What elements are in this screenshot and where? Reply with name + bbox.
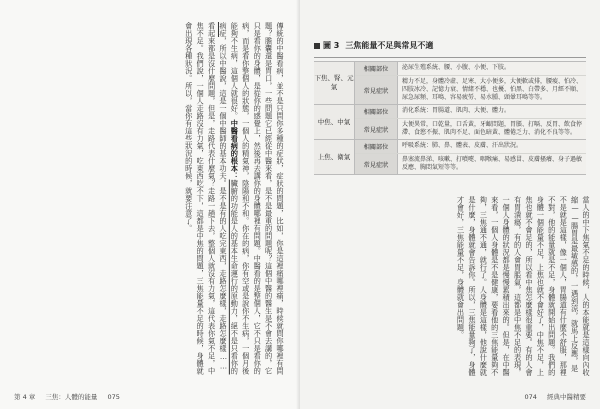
figure-number: 圖 3 — [314, 40, 339, 51]
right-page — [300, 0, 600, 409]
figure-table — [314, 61, 586, 175]
jiao-block — [314, 104, 586, 139]
jiao-row — [355, 62, 586, 76]
jiao-row-label: 常見症狀 — [355, 119, 398, 139]
jiao-row — [355, 140, 586, 154]
left-footer — [14, 392, 120, 401]
figure-title — [314, 40, 586, 51]
jiao-rows — [355, 140, 586, 174]
right-body-text — [310, 196, 592, 376]
left-body-segment: 這個中醫的醫生是不會去講的，它只是看你的身體，是從你的感覺上，然後再去講你的身體哪裡有問題。 — [253, 22, 274, 375]
left-body-segment: 我們說，一個人走路沒有力氣，吃東西吃不下，這都是中焦的問題，三焦能量不足的時候， — [196, 52, 206, 352]
left-body-segment: 身體就會出現各種狀況。所以，當你有這些狀況的時候，就要注意了。 — [184, 22, 206, 375]
jiao-row-label: 相關部位 — [355, 105, 398, 118]
left-footer-page: 075 — [107, 393, 120, 401]
right-footer — [525, 392, 587, 401]
jiao-row-value: 大便異常，口乾量，口舌黃，牙齦問題，胃脹、打嗝、反胃、飲食停滯、食慾不振、肌肉不足、面色暗黃、體倦乏力、消化不良等等。 — [398, 119, 586, 139]
left-body-segment: 臟腑的功能是人的基本生命運行的原動力，絕不是只看你的病症 — [218, 22, 240, 375]
jiao-row-value: 精力不足，身體冷虛、足寒、大小便多，大便軟或排，腰痠、怕冷、四肢冰冷、記憶力衰、情緒不穩、也擾、怕黑、白帶多、月經不順、尿急尿頻、耳鳴、容易疲勞、易水腫、頭暈耳鳴等等。 — [398, 76, 586, 104]
right-body-segment: 有的人會有胃潰瘍，有的人會胃脹氣，這都是中焦不足的表現，一個人身體的狀況都是慢慢累積出來的。 — [502, 196, 534, 376]
right-footer-title: 經典中醫精要 — [547, 393, 586, 401]
right-body-segment: 當人的中下焦氣不足的時候，人的本能就是這樣向內收縮——腸胃是最敏感的，一遇到涼，就馬上反應， — [570, 196, 591, 376]
jiao-row — [355, 105, 586, 119]
figure-rule — [314, 57, 586, 58]
jiao-rows — [355, 62, 586, 104]
left-body-segment: ，所以中醫說，這是一個中醫師的基本功夫。 — [218, 37, 228, 187]
left-body-segment: 中醫看的是整個人，它不只是看你的病，而是看你整個人的狀態，一個人的精氣神，陰陽和不和。 — [241, 22, 263, 375]
jiao-row-value: 消化系統：胃腸道、肌肉、大便、體力。 — [398, 105, 586, 118]
right-body-segment: 就行了。人身體是這樣，他說什麼就是什麼，身體就會告訴你。 — [467, 196, 489, 376]
left-footer-title: 三焦：人體的能量 — [45, 393, 98, 401]
jiao-name: 上焦、衛氣 — [314, 140, 355, 174]
jiao-row-value: 泌尿生殖系統、腰、小腹、小便、下肢。 — [398, 62, 586, 75]
right-body-segment: 所以，三焦能量夠了，身體才會好，三焦能量不足，身體就會出問題。 — [456, 196, 477, 376]
left-body-segment: 中醫看病的根本： — [230, 119, 240, 180]
left-footer-chapter: 第 4 章 — [14, 393, 36, 401]
jiao-block — [314, 139, 586, 175]
jiao-row-label: 常見症狀 — [355, 76, 398, 104]
jiao-row — [355, 154, 586, 174]
jiao-row-label: 相關部位 — [355, 62, 398, 75]
jiao-name: 中焦、中氣 — [314, 105, 355, 139]
jiao-row — [355, 119, 586, 139]
jiao-row — [355, 76, 586, 104]
right-body-segment: 我們的身體一個能量不足，上焦也就不會好了，中焦不足，上焦也就不會足的，所以看中焦怎麼樣很重要。 — [524, 196, 557, 376]
jiao-row-value: 鼻塞流鼻涕、咳嗽、打噴嚏、咽喉痛、易感冒、皮膚搔癢、身子過敏反應、胸悶氣短等等。 — [398, 154, 586, 174]
left-body-segment: 但是，走路代表什麼氣？走路一趟下去，整個人就沒有力氣，這代表你氣不足，中焦不足。 — [196, 22, 217, 375]
left-body-segment: 是不是有的人吃完東西，走路怎麼樣，走路怎麼樣……看起來都是沒什麼問題， — [207, 22, 228, 371]
right-body-segment: 是不是就是這樣，像一個人，胃腸道有什麼不舒服，那裡不對，他的能量就是不足，身體就開始出問題。 — [547, 196, 580, 376]
left-body-segment: 時候就問你哪裡有問題？膽囊還是胃口，一些問題它已經從中醫來看，是不是最重的問題呢？ — [264, 22, 285, 375]
left-body-text — [18, 22, 286, 378]
right-body-segment: 但是，在中醫來看，一個人身體是不是健康，要看他的三焦能量夠不夠，三焦通不通， — [479, 196, 512, 376]
jiao-block — [314, 61, 586, 104]
figure-3 — [314, 40, 586, 186]
left-body-segment: 傳統的中醫看病，並不是只問你多種的症狀，症狀的問題，比如，你是這裡痛哪裡痛， — [276, 22, 285, 307]
jiao-name: 下焦、腎、元氣 — [314, 62, 355, 104]
left-body-segment: 你在的病，你有空或是說你不生病，一個月後能夠不生病，這個人就很好。 — [230, 22, 251, 375]
jiao-row-label: 常見症狀 — [355, 154, 398, 174]
right-footer-page: 074 — [524, 393, 537, 401]
jiao-rows — [355, 105, 586, 139]
jiao-row-value: 呼吸系統：肺、鼻、體表、皮膚、汗出狀況。 — [398, 140, 586, 153]
figure-caption: 三焦能量不足與常見不適 — [345, 41, 434, 50]
jiao-row-label: 相關部位 — [355, 140, 398, 153]
